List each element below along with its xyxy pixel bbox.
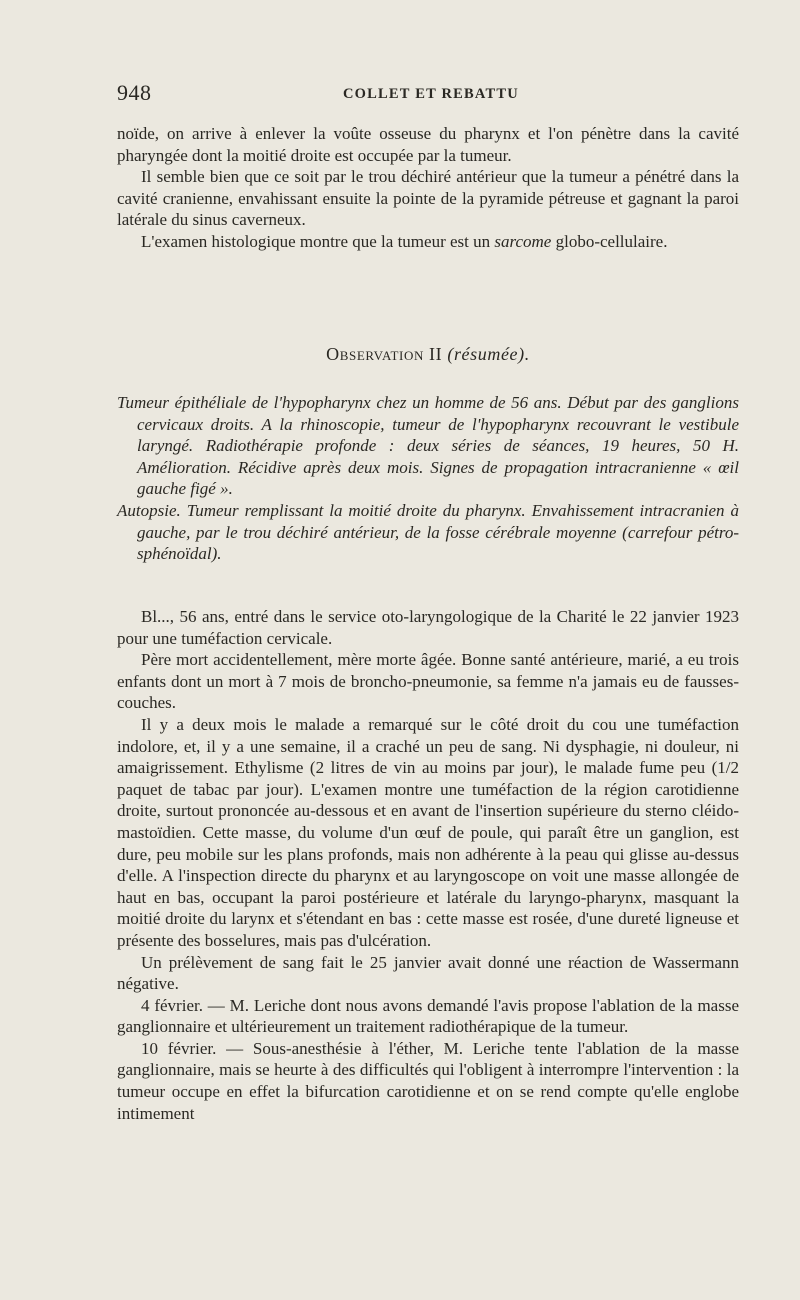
case-summary	[117, 392, 739, 565]
paragraph-text: L'examen histologique montre que la tumeur est un	[141, 231, 495, 251]
summary-paragraph: Tumeur épithéliale de l'hypopharynx chez un homme de 56 ans. Début par des ganglions cervicaux droits. A la rhinoscopie, tumeur de l'hypopharynx recouvrant le vestibule laryngé. Radiothérapie profonde : deux séries de séances, 19 heures, 50 H. Amélioration. Récidive après deux mois. Signes de propagation intracranienne « œil gauche figé ».	[117, 393, 739, 499]
paragraph: Bl..., 56 ans, entré dans le service oto-laryngologique de la Charité le 22 janvier 1923 pour une tuméfaction cervicale.	[117, 607, 739, 648]
observation-note: (résumée).	[447, 344, 530, 364]
observation-label: Observation II	[326, 344, 443, 364]
summary-paragraph: Autopsie. Tumeur remplissant la moitié droite du pharynx. Envahissement intracranien à gauche, par le trou déchiré antérieur, de la fosse cérébrale moyenne (carrefour pétro-sphénoïdal).	[117, 500, 739, 564]
page-header	[117, 80, 737, 108]
paragraph: Un prélèvement de sang fait le 25 janvier avait donné une réaction de Wassermann négative.	[117, 952, 739, 994]
intro-text-block	[117, 123, 739, 253]
case-text-block	[117, 606, 739, 1124]
paragraph: Il y a deux mois le malade a remarqué sur le côté droit du cou une tuméfaction indolore, et, il y a une semaine, il a craché un peu de sang. Ni dysphagie, ni douleur, ni amaigrissement. Ethylisme (2 litres de vin au moins par jour), le malade fume peu (1/2 paquet de tabac par jour). L'examen montre une tuméfaction de la région carotidienne droite, surtout prononcée au-dessous et en avant de l'insertion supérieure du sterno cléido-mastoïdien. Cette masse, du volume d'un œuf de poule, qui paraît être un ganglion, est dure, peu mobile sur les plans profonds, mais non adhérente à la peau qui glisse au-dessus d'elle. A l'inspection directe du pharynx et au laryngoscope on voit une masse allongée de haut en bas, occupant la paroi postérieure et latérale du laryngo-pharynx, masquant la moitié droite du larynx et s'étendant en bas : cette masse est rosée, d'une dureté ligneuse et présente des bosselures, mais pas d'ulcération.	[117, 714, 739, 950]
page-number: 948	[117, 80, 152, 105]
paragraph: 4 février. — M. Leriche dont nous avons demandé l'avis propose l'ablation de la masse ganglionnaire et ultérieurement un traitement radiothérapique de la tumeur.	[117, 995, 739, 1037]
paragraph: 10 février. — Sous-anesthésie à l'éther, M. Leriche tente l'ablation de la masse ganglionnaire, mais se heurte à des difficultés qui l'obligent à interrompre l'intervention : la tumeur occupe en effet la bifurcation carotidienne et on se rend compte qu'elle englobe intimement	[117, 1038, 739, 1123]
paragraph-text: globo-cellulaire.	[551, 231, 668, 251]
paragraph: Père mort accidentellement, mère morte âgée. Bonne santé antérieure, marié, a eu trois enfants dont un mort à 7 mois de broncho-pneumonie, sa femme n'a jamais eu de fausses-couches.	[117, 650, 739, 713]
observation-heading	[117, 344, 739, 365]
paragraph	[117, 231, 739, 253]
paragraph: noïde, on arrive à enlever la voûte osseuse du pharynx et l'on pénètre dans la cavité pharyngée dont la moitié droite est occupée par la tumeur.	[117, 124, 739, 165]
running-head: COLLET ET REBATTU	[343, 86, 519, 102]
paragraph: Il semble bien que ce soit par le trou déchiré antérieur que la tumeur a pénétré dans la cavité cranienne, envahissant ensuite la pointe de la pyramide pétreuse et gagnant la paroi latérale du sinus caverneux.	[117, 167, 739, 230]
emphasis-term: sarcome	[494, 231, 552, 251]
